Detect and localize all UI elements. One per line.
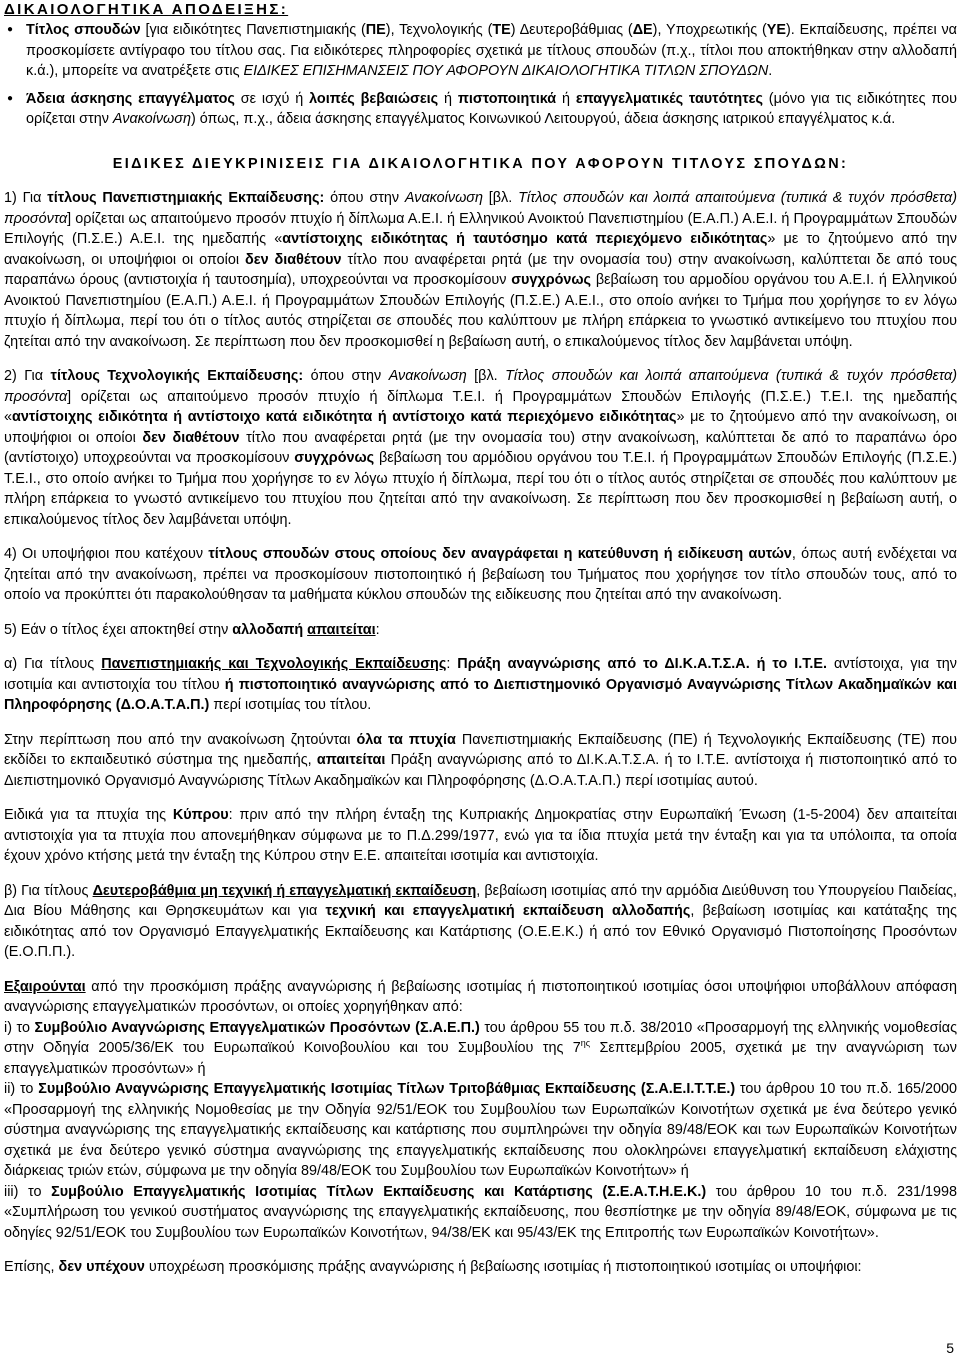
text: βεβαίωση του αρμόδιου οργάνου του Τ.Ε.Ι. ή Προγραμμάτων Σπουδών Επιλογής (Π.Σ.Ε.) Τ.Ε.Ι., στο οποίο ανήκει το Τμήμα που χορήγησε το εν λόγω πτυχίο ή δίπλωμα, περί του ότι ο τίτλος αυτός στηρίζεται σε σπουδές που καλύπτουν με πλήρη επάρκεια το γνωστό αντικείμενο του πτυχίου που ζητείται από την ανακοίνωση. Σε περίπτωση που δεν προσκομισθεί η βεβαίωση αυτή, ο επικαλούμενος τίτλος δεν λαμβάνεται υπόψη.: [4, 450, 958, 528]
text-bold: αλλοδαπή: [232, 621, 304, 638]
text: ή: [438, 90, 458, 107]
text: περί ισοτιμίας του τίτλου.: [209, 697, 372, 713]
text-bold: όλα τα πτυχία: [356, 731, 456, 748]
text: Επίσης,: [4, 1259, 59, 1275]
text: από την προσκόμιση πράξης αναγνώρισης ή βεβαίωσης ισοτιμίας ή πιστοποιητικού ισοτιμίας όσοι υποψήφιοι υποβάλλουν απόφαση αναγνώρισης επαγγελματικών προσόντων, οι οποίες χορηγήθηκαν από:: [4, 978, 957, 1015]
text-bold: λοιπές βεβαιώσεις: [309, 90, 439, 107]
page-number: 5: [946, 1340, 954, 1356]
paragraph-cyprus: [4, 805, 957, 867]
text-bold: απαιτείται: [316, 752, 386, 768]
text: 4) Οι υποψήφιοι που κατέχουν: [4, 546, 209, 562]
text: (μόνο για τις ειδικότητες που ορίζεται στην: [26, 90, 957, 127]
text-italic: Τίτλος σπουδών και λοιπά απαιτούμενα (τυπικά & τυχόν πρόσθετα) προσόντα: [4, 368, 957, 405]
text: [βλ.: [466, 368, 506, 384]
paragraph-item-ii: [4, 1079, 957, 1182]
text-bold: Κύπρου: [172, 807, 229, 823]
paragraph-also: [4, 1257, 957, 1278]
text-bold: τίτλους Τεχνολογικής Εκπαίδευσης:: [50, 368, 304, 384]
text: ] ορίζεται ως απαιτούμενο προσόν πτυχίο ή δίπλωμα Α.Ε.Ι. ή Ελληνικού Ανοικτού Πανεπιστημίου (Ε.Α.Π.) Α.Ε.Ι. ή Προγραμμάτων Σπουδών Επιλογής (Π.Σ.Ε.) Α.Ε.Ι. της ημεδαπής «: [4, 210, 957, 247]
text: ) όπως, π.χ., άδεια άσκησης επαγγέλματος Κοινωνικού Λειτουργού, άδεια άσκησης ιατρικού επαγγέλματος κ.ά.: [190, 111, 896, 127]
text-italic: Ανακοίνωση: [404, 190, 483, 206]
superscript: ης: [580, 1038, 591, 1049]
text: ), Υποχρεωτικής (: [652, 22, 767, 38]
text: του άρθρου 10 του π.δ. 165/2000 «Προσαρμογή της ελληνικής Νομοθεσίας με την Οδηγία 92/51/ΕΟΚ του Συμβουλίου των Ευρωπαϊκών Κοινοτήτων σχετικά με ένα δεύτερο γενικό σύστημα αναγνώρισης της επαγγελματικής εκπαίδευσης και κατάρτισης που συμπληρώνει την οδηγία 89/48/ΕΟΚ και των Ευρωπαϊκών Κοινοτήτων σχετικά με ένα δεύτερο γενικό σύστημα αναγνώρισης της επαγγελματικής εκπαίδευσης που ολοκληρώνει επαγγελματική εκπαίδευση ελάχιστης διάρκειας τριών ετών, σύμφωνα με την οδηγία 89/48/ΕΟΚ του Συμβουλίου των Ευρωπαϊκών Κοινοτήτων» ή: [4, 1081, 957, 1179]
text: υποχρέωση προσκόμισης πράξης αναγνώρισης ή βεβαίωσης ισοτιμίας ή πιστοποιητικού ισοτιμίας οι υποψήφιοι:: [144, 1259, 862, 1275]
text: α) Για τίτλους: [4, 656, 102, 672]
bullet-diploma: [4, 20, 957, 82]
text-bold: Άδεια άσκησης επαγγέλματος: [26, 90, 235, 107]
text: , βεβαίωση ισοτιμίας από την αρμόδια Διεύθυνση του Υπουργείου Παιδείας, Δια Βίου Μάθησης και Θρησκευμάτων και για: [4, 882, 957, 919]
text-italic: Ανακοίνωση: [112, 111, 191, 127]
text-bold: Συμβούλιο Αναγνώρισης Επαγγελματικών Προσόντων (Σ.Α.Ε.Π.): [34, 1019, 480, 1036]
text: ή: [556, 90, 576, 107]
text: αντίστοιχα, για την ισοτιμία και αντιστοιχία του τίτλου: [4, 656, 957, 693]
text-bold: ΤΕ: [492, 22, 511, 38]
paragraph-technological-titles: [4, 366, 957, 530]
paragraph-specialization: [4, 544, 957, 606]
text-bold: ΠΕ: [365, 22, 386, 38]
text: [βλ.: [482, 190, 519, 206]
paragraph-all-degrees: [4, 730, 957, 792]
text: Πράξη αναγνώρισης από το ΔΙ.Κ.Α.Τ.Σ.Α. ή το Ι.Τ.Ε. αντίστοιχα ή πιστοποιητικό από το Διεπιστημονικό Οργανισμό Αναγνώρισης Τίτλων Ακαδημαϊκών και Πληροφόρησης (Δ.Ο.Α.Τ.Α.Π.) περί ισοτιμίας αυτού.: [4, 752, 957, 789]
text-bold: πιστοποιητικά: [457, 90, 557, 107]
text-bold-underline: απαιτείται: [307, 621, 376, 638]
text-bold: επαγγελματικές ταυτότητες: [575, 90, 763, 107]
text-bold: τεχνική και επαγγελματική εκπαίδευση αλλοδαπής: [325, 903, 691, 919]
text-bold-underline: Εξαιρούνται: [4, 978, 86, 995]
text: Σεπτεμβρίου 2005, σχετικά με την αναγνώριση των επαγγελματικών προσόντων» ή: [4, 1040, 957, 1077]
text: ) Δευτεροβάθμιας (: [510, 22, 633, 38]
bullet-license: [4, 89, 957, 130]
text: σε ισχύ ή: [234, 90, 310, 107]
text: ), Τεχνολογικής (: [385, 22, 493, 38]
text: [για ειδικότητες Πανεπιστημιακής (: [140, 22, 366, 38]
text-bold: δεν διαθέτουν: [142, 429, 240, 446]
text-bold: αντίστοιχης ειδικότητα ή αντίστοιχο κατά ειδικότητα ή αντίστοιχο κατά περιεχόμενο ειδικότητας: [12, 409, 677, 425]
paragraph-item-i: [4, 1018, 957, 1080]
text: » με το ζητούμενο από την ανακοίνωση, οι υποψήφιοι οι οποίοι: [4, 409, 957, 446]
text-bold: δεν υπέχουν: [58, 1259, 145, 1275]
text: όπου στην: [324, 190, 405, 206]
text: » με το ζητούμενο από την ανακοίνωση, οι υποψήφιοι οι οποίοι: [4, 231, 957, 268]
paragraph-foreign-title: [4, 620, 957, 641]
paragraph-exceptions: [4, 977, 957, 1018]
text: ] ορίζεται ως απαιτούμενο προσόν πτυχίο ή δίπλωμα Τ.Ε.Ι. ή Προγραμμάτων Σπουδών Επιλογής (Π.Σ.Ε.) Τ.Ε.Ι. της ημεδαπής «: [4, 388, 957, 425]
text-bold: τίτλους σπουδών στους οποίους δεν αναγράφεται η κατεύθυνση ή ειδίκευση αυτών: [208, 546, 792, 562]
text: τίτλο που αναφέρεται ρητά (με την ονομασία του) στην ανακοίνωση, καλύπτεται δε από τους παραπάνω όρους (αντιστοιχία ή ταυτοσημία), υποχρεούνται να προσκομίσουν: [4, 251, 958, 288]
document-page: [4, 0, 957, 1278]
text: , βεβαίωση ισοτιμίας και κατάταξης της ειδικότητας από τον Οργανισμό Επαγγελματικής Εκπαίδευσης και Κατάρτισης (Ο.Ε.Ε.Κ.) ή από τον Εθνικό Οργανισμό Πιστοποίησης Προσόντων (Ε.Ο.Π.Π.).: [4, 903, 957, 960]
text: Ειδικά για τα πτυχία της: [4, 807, 173, 823]
text: : πριν από την πλήρη ένταξη της Κυπριακής Δημοκρατίας στην Ευρωπαϊκή Ένωση (1-5-2004) δεν απαιτείται αντιστοιχία για τα πτυχία που απονεμήθηκαν σύμφωνα με το Π.Δ.299/1977, ενώ για τα ίδια πτυχία μετά την ένταξη και για τα υπόλοιπα, τα οποία έχουν χρόνο κτήσης μετά την ένταξη της Κύπρου στην Ε.Ε. απαιτείται ισοτιμία και αντιστοιχία.: [4, 807, 957, 864]
text-italic: Ανακοίνωση: [388, 368, 467, 384]
text: τίτλο που αναφέρεται ρητά (με την ονομασία του) στην ανακοίνωση, καλύπτεται δε από το παραπάνω όρο (αντίστοιχο) υποχρεούνται να προσκομίσουν: [4, 429, 957, 466]
text: :: [446, 656, 458, 672]
text: β) Για τίτλους: [4, 882, 93, 899]
text-bold: ΥΕ: [766, 22, 786, 38]
text: όπου στην: [303, 368, 389, 384]
text: του άρθρου 55 του π.δ. 38/2010 «Προσαρμογή της ελληνικής νομοθεσίας στην Οδηγία 2005/36/ΕΚ του Ευρωπαϊκού Κοινοβουλίου και του Συμβουλίου της 7: [4, 1019, 958, 1056]
text-bold-underline: Πανεπιστημιακής και Τεχνολογικής Εκπαίδευσης: [101, 656, 447, 672]
text-bold: ή πιστοποιητικό αναγνώρισης από το Διεπιστημονικό Οργανισμό Αναγνώρισης Τίτλων Ακαδημαϊκών και Πληροφόρησης (Δ.Ο.Α.Τ.Α.Π.): [4, 676, 957, 713]
text: ). Εκπαίδευσης, πρέπει να προσκομίσετε αντίγραφο του τίτλου σας. Για ειδικότερες πληροφορίες σχετικά με τίτλους σπουδών (π.χ., τίτλοι που αποκτήθηκαν στην αλλοδαπή κ.ά.), μπορείτε να ανατρέξετε στις: [26, 22, 957, 79]
page-heading: ΔΙΚΑΙΟΛΟΓΗΤΙΚΑ ΑΠΟΔΕΙΞΗΣ:: [4, 1, 289, 18]
text: 2) Για: [4, 368, 51, 384]
text-bold: Συμβούλιο Επαγγελματικής Ισοτιμίας Τίτλων Εκπαίδευσης και Κατάρτισης (Σ.Ε.Α.Τ.Η.Ε.Κ.): [51, 1183, 707, 1200]
text-bold: τίτλους Πανεπιστημιακής Εκπαίδευσης:: [47, 190, 325, 206]
text: .: [768, 63, 773, 79]
text-bold-underline: Δευτεροβάθμια μη τεχνική ή επαγγελματική εκπαίδευση: [92, 882, 477, 899]
paragraph-alpha: [4, 654, 957, 716]
text: βεβαίωση του αρμοδίου οργάνου του Α.Ε.Ι. ή Ελληνικού Ανοικτού Πανεπιστημίου (Ε.Α.Π.) Α.Ε.Ι. ή Προγραμμάτων Σπουδών Επιλογής (Π.Σ.Ε.) Α.Ε.Ι., στο οποίο ανήκει το Τμήμα που χορήγησε το εν λόγω πτυχίο ή δίπλωμα, περί του ότι ο τίτλος αυτός στηρίζεται σε σπουδές που καλύπτουν με πλήρη επάρκεια το γνωστικό αντικείμενο του πτυχίου που ζητείται από την ανακοίνωση. Σε περίπτωση που δεν προσκομισθεί η βεβαίωση αυτή, ο επικαλούμενος τίτλος δεν λαμβάνεται υπόψη.: [4, 272, 957, 350]
text-bold: Συμβούλιο Αναγνώρισης Επαγγελματικής Ισοτιμίας Τίτλων Τριτοβάθμιας Εκπαίδευσης (Σ.Α.Ε.Ι.Τ.Τ.Ε.): [38, 1081, 736, 1097]
text-bold: αντίστοιχης ειδικότητας ή ταυτόσημο κατά περιεχόμενο ειδικότητας: [282, 231, 768, 247]
text: 5) Εάν ο τίτλος έχει αποκτηθεί στην: [4, 621, 233, 638]
paragraph-beta: [4, 881, 957, 963]
paragraph-university-titles: [4, 188, 957, 352]
text: 1) Για: [4, 190, 48, 206]
text-bold: ΔΕ: [632, 22, 653, 38]
text-bold: Πράξη αναγνώρισης από το ΔΙ.Κ.Α.Τ.Σ.Α. ή το Ι.Τ.Ε.: [457, 656, 828, 672]
text: Στην περίπτωση που από την ανακοίνωση ζητούνται: [4, 731, 357, 748]
text: ii) το: [4, 1081, 39, 1097]
text: i) το: [4, 1019, 35, 1036]
text: Πανεπιστημιακής Εκπαίδευσης (ΠΕ) ή Τεχνολογικής Εκπαίδευσης (ΤΕ) που εκδίδει το εκπαιδευτικό σύστημα της ημεδαπής,: [4, 731, 958, 768]
text-italic: ΕΙΔΙΚΕΣ ΕΠΙΣΗΜΑΝΣΕΙΣ ΠΟΥ ΑΦΟΡΟΥΝ ΔΙΚΑΙΟΛΟΓΗΤΙΚΑ ΤΙΤΛΩΝ ΣΠΟΥΔΩΝ: [243, 63, 769, 79]
text: , όπως αυτή ενδέχεται να ζητείται από την ανακοίνωση, πρέπει να προσκομίσουν πιστοποιητικό ή βεβαίωση του Τμήματος που χορήγησε τον τίτλο σπουδών τους, από το οποίο να προκύπτει ότι παρακολούθησαν τα μαθήματα κύκλου σπουδών της ειδίκευσης που ζητείται από την ανακοίνωση.: [4, 546, 957, 603]
text: του άρθρου 10 του π.δ. 231/1998 «Συμπλήρωση του γενικού συστήματος αναγνώρισης της επαγγελματικής εκπαίδευσης, που θεσπίστηκε με την οδηγία 89/48/ΕΟΚ, σύμφωνα με τις οδηγίες 92/51/ΕΟΚ του Συμβουλίου των Ευρωπαϊκών Κοινοτήτων, 94/38/ΕΚ και 95/43/ΕΚ της Επιτροπής των Ευρωπαϊκών Κοινοτήτων».: [4, 1183, 957, 1241]
text-bold: δεν διαθέτουν: [245, 251, 342, 268]
text-bold: Τίτλος σπουδών: [26, 22, 141, 38]
text-bold: συγχρόνως: [511, 272, 592, 288]
text-italic: Τίτλος σπουδών και λοιπά απαιτούμενα (τυπικά & τυχόν πρόσθετα) προσόντα: [4, 190, 957, 227]
section-title: ΕΙΔΙΚΕΣ ΔΙΕΥΚΡΙΝΙΣΕΙΣ ΓΙΑ ΔΙΚΑΙΟΛΟΓΗΤΙΚΑ ΠΟΥ ΑΦΟΡΟΥΝ ΤΙΤΛΟΥΣ ΣΠΟΥΔΩΝ:: [112, 155, 849, 172]
text-bold: συγχρόνως: [294, 450, 375, 466]
text: :: [375, 621, 380, 638]
paragraph-item-iii: [4, 1182, 957, 1244]
text: iii) το: [4, 1183, 52, 1200]
